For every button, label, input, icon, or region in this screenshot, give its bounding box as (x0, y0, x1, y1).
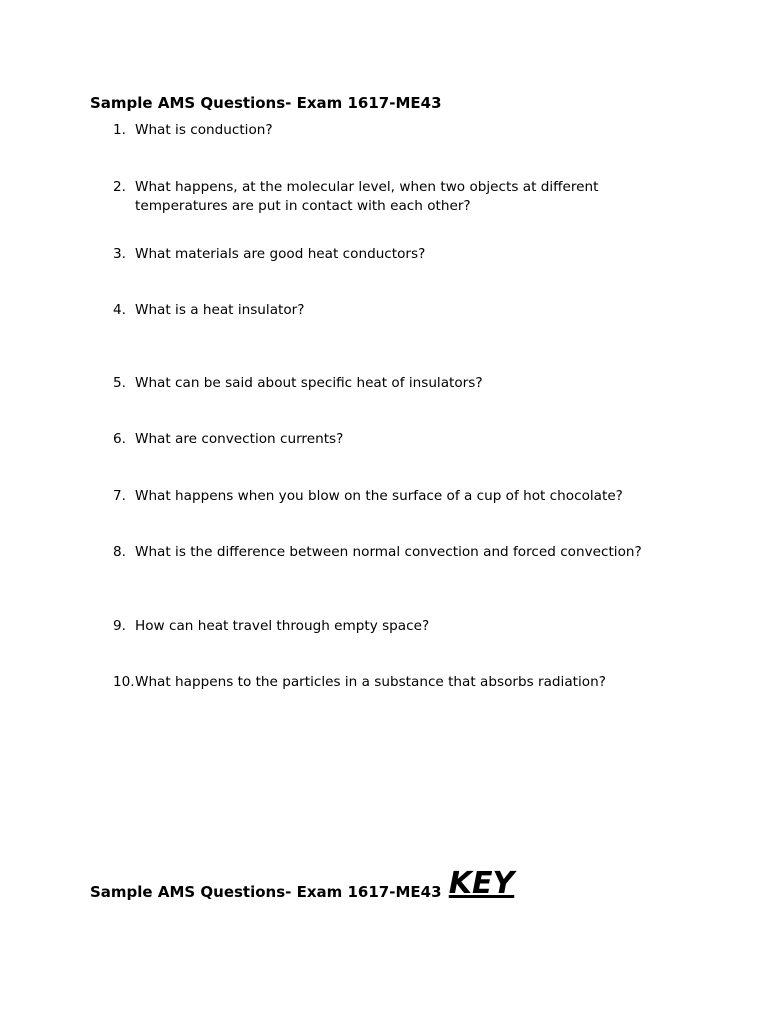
question-item (113, 617, 673, 636)
question-number: 2. (113, 179, 126, 195)
question-number: 8. (113, 544, 126, 560)
question-item (113, 673, 673, 692)
question-text: What is the difference between normal convection and forced convection? (135, 544, 642, 560)
document-title: Sample AMS Questions- Exam 1617-ME43 (90, 94, 442, 112)
key-section-title-text: Sample AMS Questions- Exam 1617-ME43 (90, 883, 442, 901)
question-text: What are convection currents? (135, 431, 344, 447)
question-text: What can be said about specific heat of insulators? (135, 375, 483, 391)
question-item (113, 430, 673, 449)
question-number: 9. (113, 618, 126, 634)
question-item (113, 178, 673, 216)
question-number: 10. (113, 674, 135, 690)
question-text: What is a heat insulator? (135, 302, 305, 318)
question-number: 5. (113, 375, 126, 391)
question-text: How can heat travel through empty space? (135, 618, 430, 634)
question-text: What happens, at the molecular level, when two objects at different temperatures are put in contact with each other? (135, 179, 599, 214)
question-item (113, 121, 673, 140)
question-item (113, 245, 673, 264)
question-item (113, 301, 673, 320)
key-label: KEY (448, 866, 515, 901)
question-text: What happens to the particles in a substance that absorbs radiation? (135, 674, 606, 690)
question-number: 3. (113, 246, 126, 262)
question-number: 6. (113, 431, 126, 447)
question-text: What materials are good heat conductors? (135, 246, 426, 262)
question-number: 7. (113, 488, 126, 504)
key-section-title (90, 866, 515, 902)
question-item (113, 374, 673, 393)
question-number: 1. (113, 122, 126, 138)
question-text: What happens when you blow on the surface of a cup of hot chocolate? (135, 488, 623, 504)
question-item (113, 487, 673, 506)
question-number: 4. (113, 302, 126, 318)
question-text: What is conduction? (135, 122, 273, 138)
question-item (113, 543, 673, 562)
